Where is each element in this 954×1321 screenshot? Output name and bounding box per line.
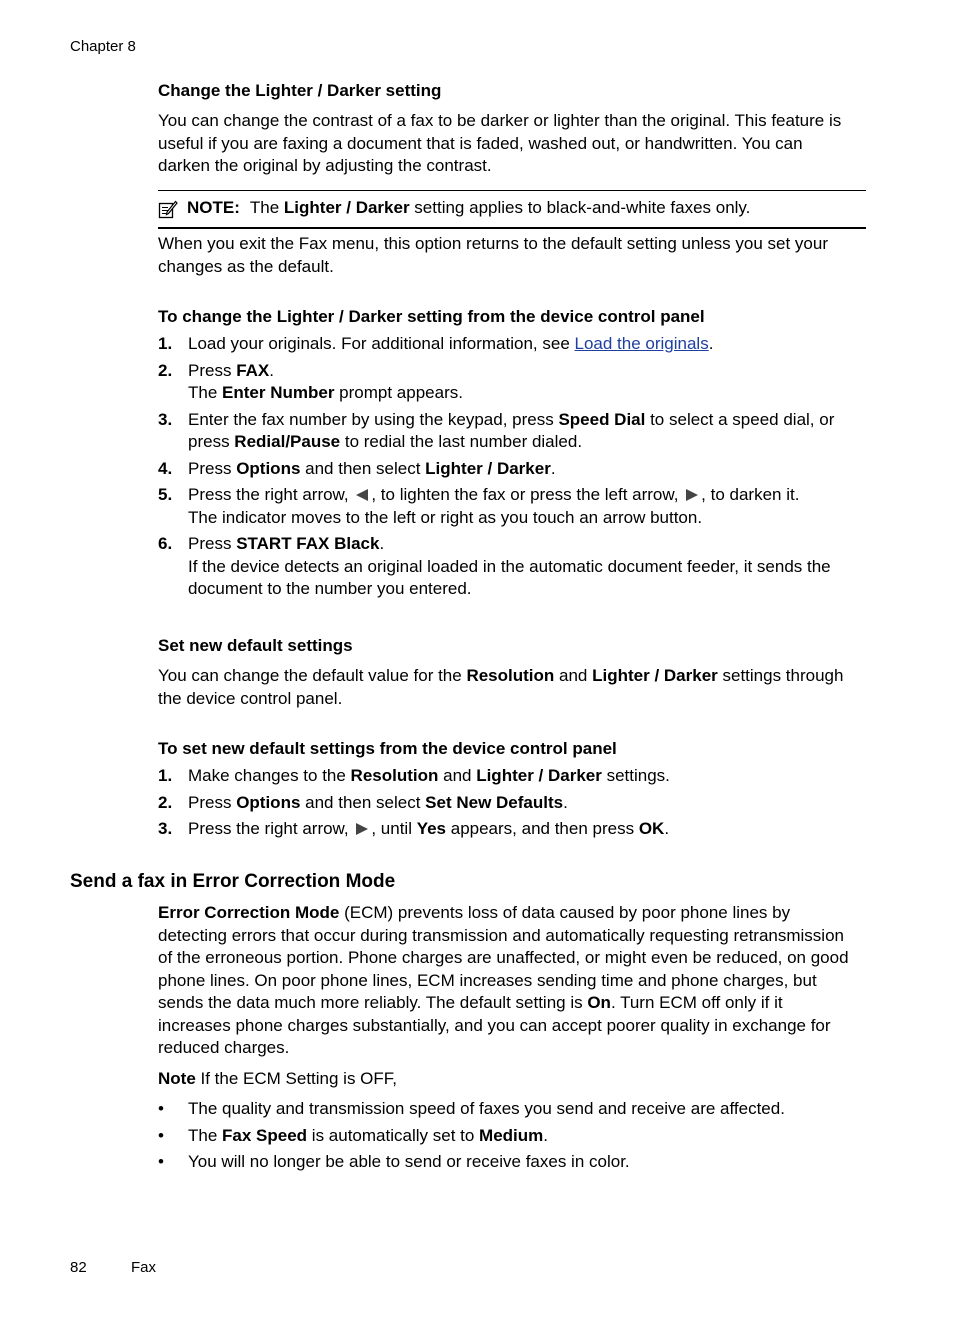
note-text-pre: The [249,198,284,217]
step-text: . [664,819,670,838]
step-bold: Options [236,792,301,812]
left-arrow-icon [354,487,370,503]
text: and [554,666,593,685]
step-bold: Yes [416,819,447,838]
step-number: 3. [158,819,173,838]
step-number: 4. [158,458,173,478]
step-number: 5. [158,485,173,504]
step-sub-end: prompt appears. [334,383,463,402]
step-text-end: . [269,360,274,380]
step-number: 2. [158,792,173,812]
step-text: , until [371,819,417,838]
step-bold: Speed Dial [558,409,646,429]
step-text: Press [188,534,237,553]
bullet-text: The quality and transmission speed of faxes you send and receive are affected. [188,1099,785,1118]
right-arrow-icon [354,821,370,837]
step-1 [158,765,858,788]
step-bold: FAX [236,360,270,380]
step-bold: Redial/Pause [234,432,341,451]
step-2 [158,792,858,815]
bullet-text: The [188,1125,223,1145]
step-text: , to darken it. [701,485,800,504]
step-number: 6. [158,534,173,553]
step-text: . [563,792,568,812]
step-text: Press [188,792,237,812]
bold-text: Resolution [466,666,555,685]
bullet-text: . [543,1125,549,1145]
step-text: , to lighten the fax or press the left arrow, [371,485,684,504]
step-bold: START FAX Black [236,534,380,553]
bold-text: On [587,993,611,1012]
note-label: NOTE: [187,198,240,217]
footer-section: Fax [131,1259,157,1276]
text: . Turn ECM off only if it increases phone charges substantially, and you can accept poorer quality in exchange for reduced charges. [158,993,831,1057]
note-label: Note [158,1068,196,1088]
step-bold: OK [638,819,665,838]
step-bold: Lighter / Darker [425,458,551,478]
step-text: appears, and then press [446,819,639,838]
chapter-header: Chapter 8 [70,38,136,55]
procedure-title: To set new default settings from the device control panel [158,739,617,758]
bullet-bold: Medium [479,1125,544,1145]
ecm-heading-wrap [70,870,395,894]
note-box [158,190,866,229]
step-number: 2. [158,360,173,380]
note-pencil-icon [158,199,178,219]
procedure-change-lighter-darker [158,306,858,605]
step-5 [158,484,858,529]
section-title: Change the Lighter / Darker setting [158,81,442,100]
right-arrow-icon [684,487,700,503]
step-2 [158,360,858,405]
step-sub-text: The [188,383,223,402]
bold-text: Error Correction Mode [158,903,340,922]
step-6 [158,533,858,601]
bullet-text: is automatically set to [307,1125,480,1145]
step-number: 3. [158,409,173,429]
step-3 [158,409,858,454]
section-lighter-darker [158,80,858,178]
step-bold: Lighter / Darker [476,766,602,785]
step-text: Enter the fax number by using the keypad, press [188,409,559,429]
step-sub-text: The indicator moves to the left or right as you touch an arrow button. [188,507,703,527]
ecm-section [158,902,858,1178]
bullet-item [158,1125,858,1148]
step-text: settings. [601,766,670,785]
section-paragraph: You can change the contrast of a fax to be darker or lighter than the original. This feature is useful if you are faxing a document that is faded, washed out, or handwritten. You can darken the original by adjusting the contrast. [158,111,842,175]
ecm-heading: Send a fax in Error Correction Mode [70,871,396,892]
step-text: Press the right arrow, [188,485,354,504]
section-paragraph-2 [158,233,858,278]
step-text: Press [188,360,237,380]
text: You can change the default value for the [158,666,467,685]
bullet-dot: • [158,1125,164,1145]
page-number: 82 [70,1259,87,1276]
section-title: Set new default settings [158,636,353,655]
step-text: and [438,766,477,785]
step-text: to redial the last number dialed. [340,432,583,451]
note-text: If the ECM Setting is OFF, [195,1068,398,1088]
step-number: 1. [158,334,173,353]
step-text: and then select [300,792,426,812]
note-text-bold: Lighter / Darker [283,198,410,217]
step-bold: Set New Defaults [425,792,564,812]
step-sub-text: If the device detects an original loaded in the automatic document feeder, it sends the document to the number you entered. [188,556,831,598]
step-sub-bold: Enter Number [222,383,335,402]
ecm-note [158,1068,858,1091]
step-text: Make changes to the [188,766,351,785]
section-new-defaults [158,635,858,710]
bullet-dot: • [158,1152,164,1171]
bullet-dot: • [158,1099,164,1118]
bullet-item [158,1098,858,1121]
step-text: Load your originals. For additional information, see [188,334,575,353]
procedure-set-defaults [158,738,858,845]
step-3 [158,818,858,841]
step-number: 1. [158,766,173,785]
section-paragraph [158,665,858,710]
step-text: . [550,458,556,478]
step-text: to select a speed dial, or press [188,409,835,451]
step-text-end: . [708,334,714,353]
note-text-post: setting applies to black-and-white faxes only. [409,198,751,217]
step-text: Press [188,458,237,478]
step-text: . [379,534,385,553]
bullet-text: You will no longer be able to send or receive faxes in color. [188,1152,630,1171]
load-originals-link[interactable]: Load the originals [574,334,709,353]
step-text: and then select [300,458,426,478]
procedure-title: To change the Lighter / Darker setting from the device control panel [158,307,705,326]
step-4 [158,458,858,481]
default-setting-paragraph: When you exit the Fax menu, this option returns to the default setting unless you set your changes as the default. [158,234,828,276]
bullet-item [158,1151,858,1174]
ecm-paragraph [158,902,858,1060]
step-1 [158,333,858,356]
note-text [187,197,750,220]
text: settings through the device control panel. [158,666,844,708]
bullet-bold: Fax Speed [222,1125,308,1145]
step-bold: Resolution [350,766,439,785]
step-text: Press the right arrow, [188,819,354,838]
step-bold: Options [236,458,301,478]
bold-text: Lighter / Darker [592,666,718,685]
text: (ECM) prevents loss of data caused by poor phone lines by detecting errors that occur during transmission and automatically requesting retransmission of the erroneous portion. Phone charges are unaffected, or might even be reduced, on good phone lines. On poor phone lines, ECM increases sending time and phone charges, but sends the data much more reliably. The default setting is [158,903,849,1012]
